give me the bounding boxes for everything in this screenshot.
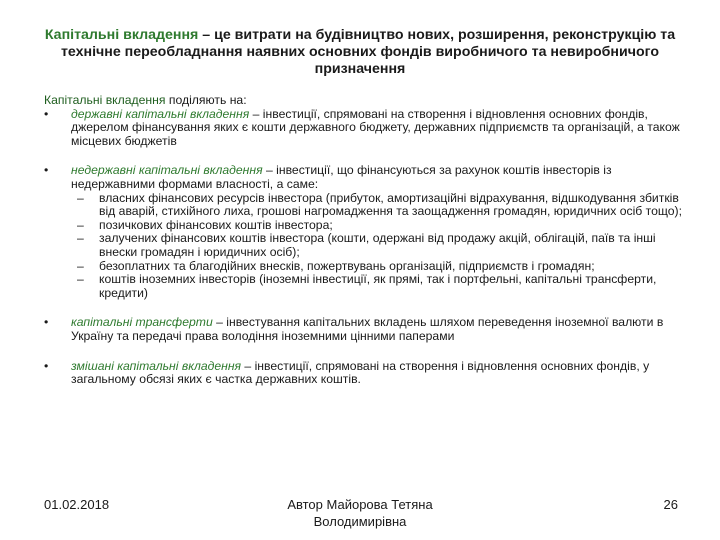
bullet-text: – інвестиції, що фінансуються за рахунок коштів інвесторів із недержавними формами власності, а саме: <box>71 163 612 191</box>
bullet-term: змішані капітальні вкладення <box>71 358 242 373</box>
dash-icon: – <box>77 258 84 273</box>
sub-item-text: позичкових фінансових коштів інвестора; <box>99 217 333 232</box>
bullet-text: – інвестиції, спрямовані на створення і відновлення основних фондів, у загальному обсязі яких є частка державних коштів. <box>71 358 650 387</box>
sub-item-text: безоплатних та благодійних внесків, пожертвувань організацій, підприємств і громадян; <box>99 258 595 273</box>
sub-item-text: власних фінансових ресурсів інвестора (прибуток, амортизаційні відрахування, відшкодування збитків від аварій, стихійного лиха, грошові нагромадження та заощадження громадян, юридичних осіб тощо); <box>99 190 683 219</box>
dash-icon: – <box>77 231 84 246</box>
dash-icon: – <box>77 272 84 287</box>
sub-item <box>77 273 684 300</box>
bullet-item <box>44 108 684 149</box>
footer-author: Автор Майорова Тетяна Володимирівна <box>287 497 433 529</box>
intro-lead: Капітальні вкладення <box>44 93 166 107</box>
sub-item <box>77 192 684 219</box>
sub-item <box>77 219 684 233</box>
bullet-icon: • <box>44 358 49 373</box>
intro-line <box>44 94 684 108</box>
title-term: Капітальні вкладення <box>44 27 199 43</box>
bullet-icon: • <box>44 163 49 178</box>
bullet-item <box>44 360 684 387</box>
sub-item <box>77 260 684 274</box>
slide-body <box>44 94 684 387</box>
bullet-text: – інвестиції, спрямовані на створення і відновлення основних фондів, джерелом фінансування яких є кошти державного бюджету, державних підприємств та організацій, а також місцевих бюджетів <box>71 106 680 148</box>
sub-item-text: коштів іноземних інвесторів (іноземні інвестиції, як прямі, так і портфельні, капітальні трансферти, кредити) <box>99 272 657 300</box>
bullet-text: – інвестування капітальних вкладень шляхом переведення іноземної валюти в Україну та передачі права володіння іноземними цінними паперами <box>71 315 664 343</box>
bullet-icon: • <box>44 106 49 121</box>
bullet-term: капітальні трансферти <box>71 315 213 330</box>
intro-rest: поділяють на: <box>165 93 247 107</box>
dash-icon: – <box>77 190 84 205</box>
page-number: 26 <box>663 497 678 512</box>
bullet-icon: • <box>44 315 49 330</box>
sub-item-text: залучених фінансових коштів інвестора (кошти, одержані від продажу акцій, облігацій, паїв та інші внески громадян і юридичних осіб); <box>99 231 656 259</box>
sub-item <box>77 232 684 259</box>
bullet-item <box>44 164 684 300</box>
sub-list <box>71 192 684 301</box>
bullet-term: державні капітальні вкладення <box>71 106 250 121</box>
dash-icon: – <box>77 217 84 232</box>
footer-date: 01.02.2018 <box>44 497 110 512</box>
bullet-item <box>44 316 684 343</box>
slide-title <box>40 27 680 78</box>
title-definition: – це витрати на будівництво нових, розширення, реконструкцію та технічне переобладнання наявних основних фондів виробничого та невиробничого призначення <box>60 27 676 77</box>
bullet-term: недержавні капітальні вкладення <box>71 163 263 178</box>
